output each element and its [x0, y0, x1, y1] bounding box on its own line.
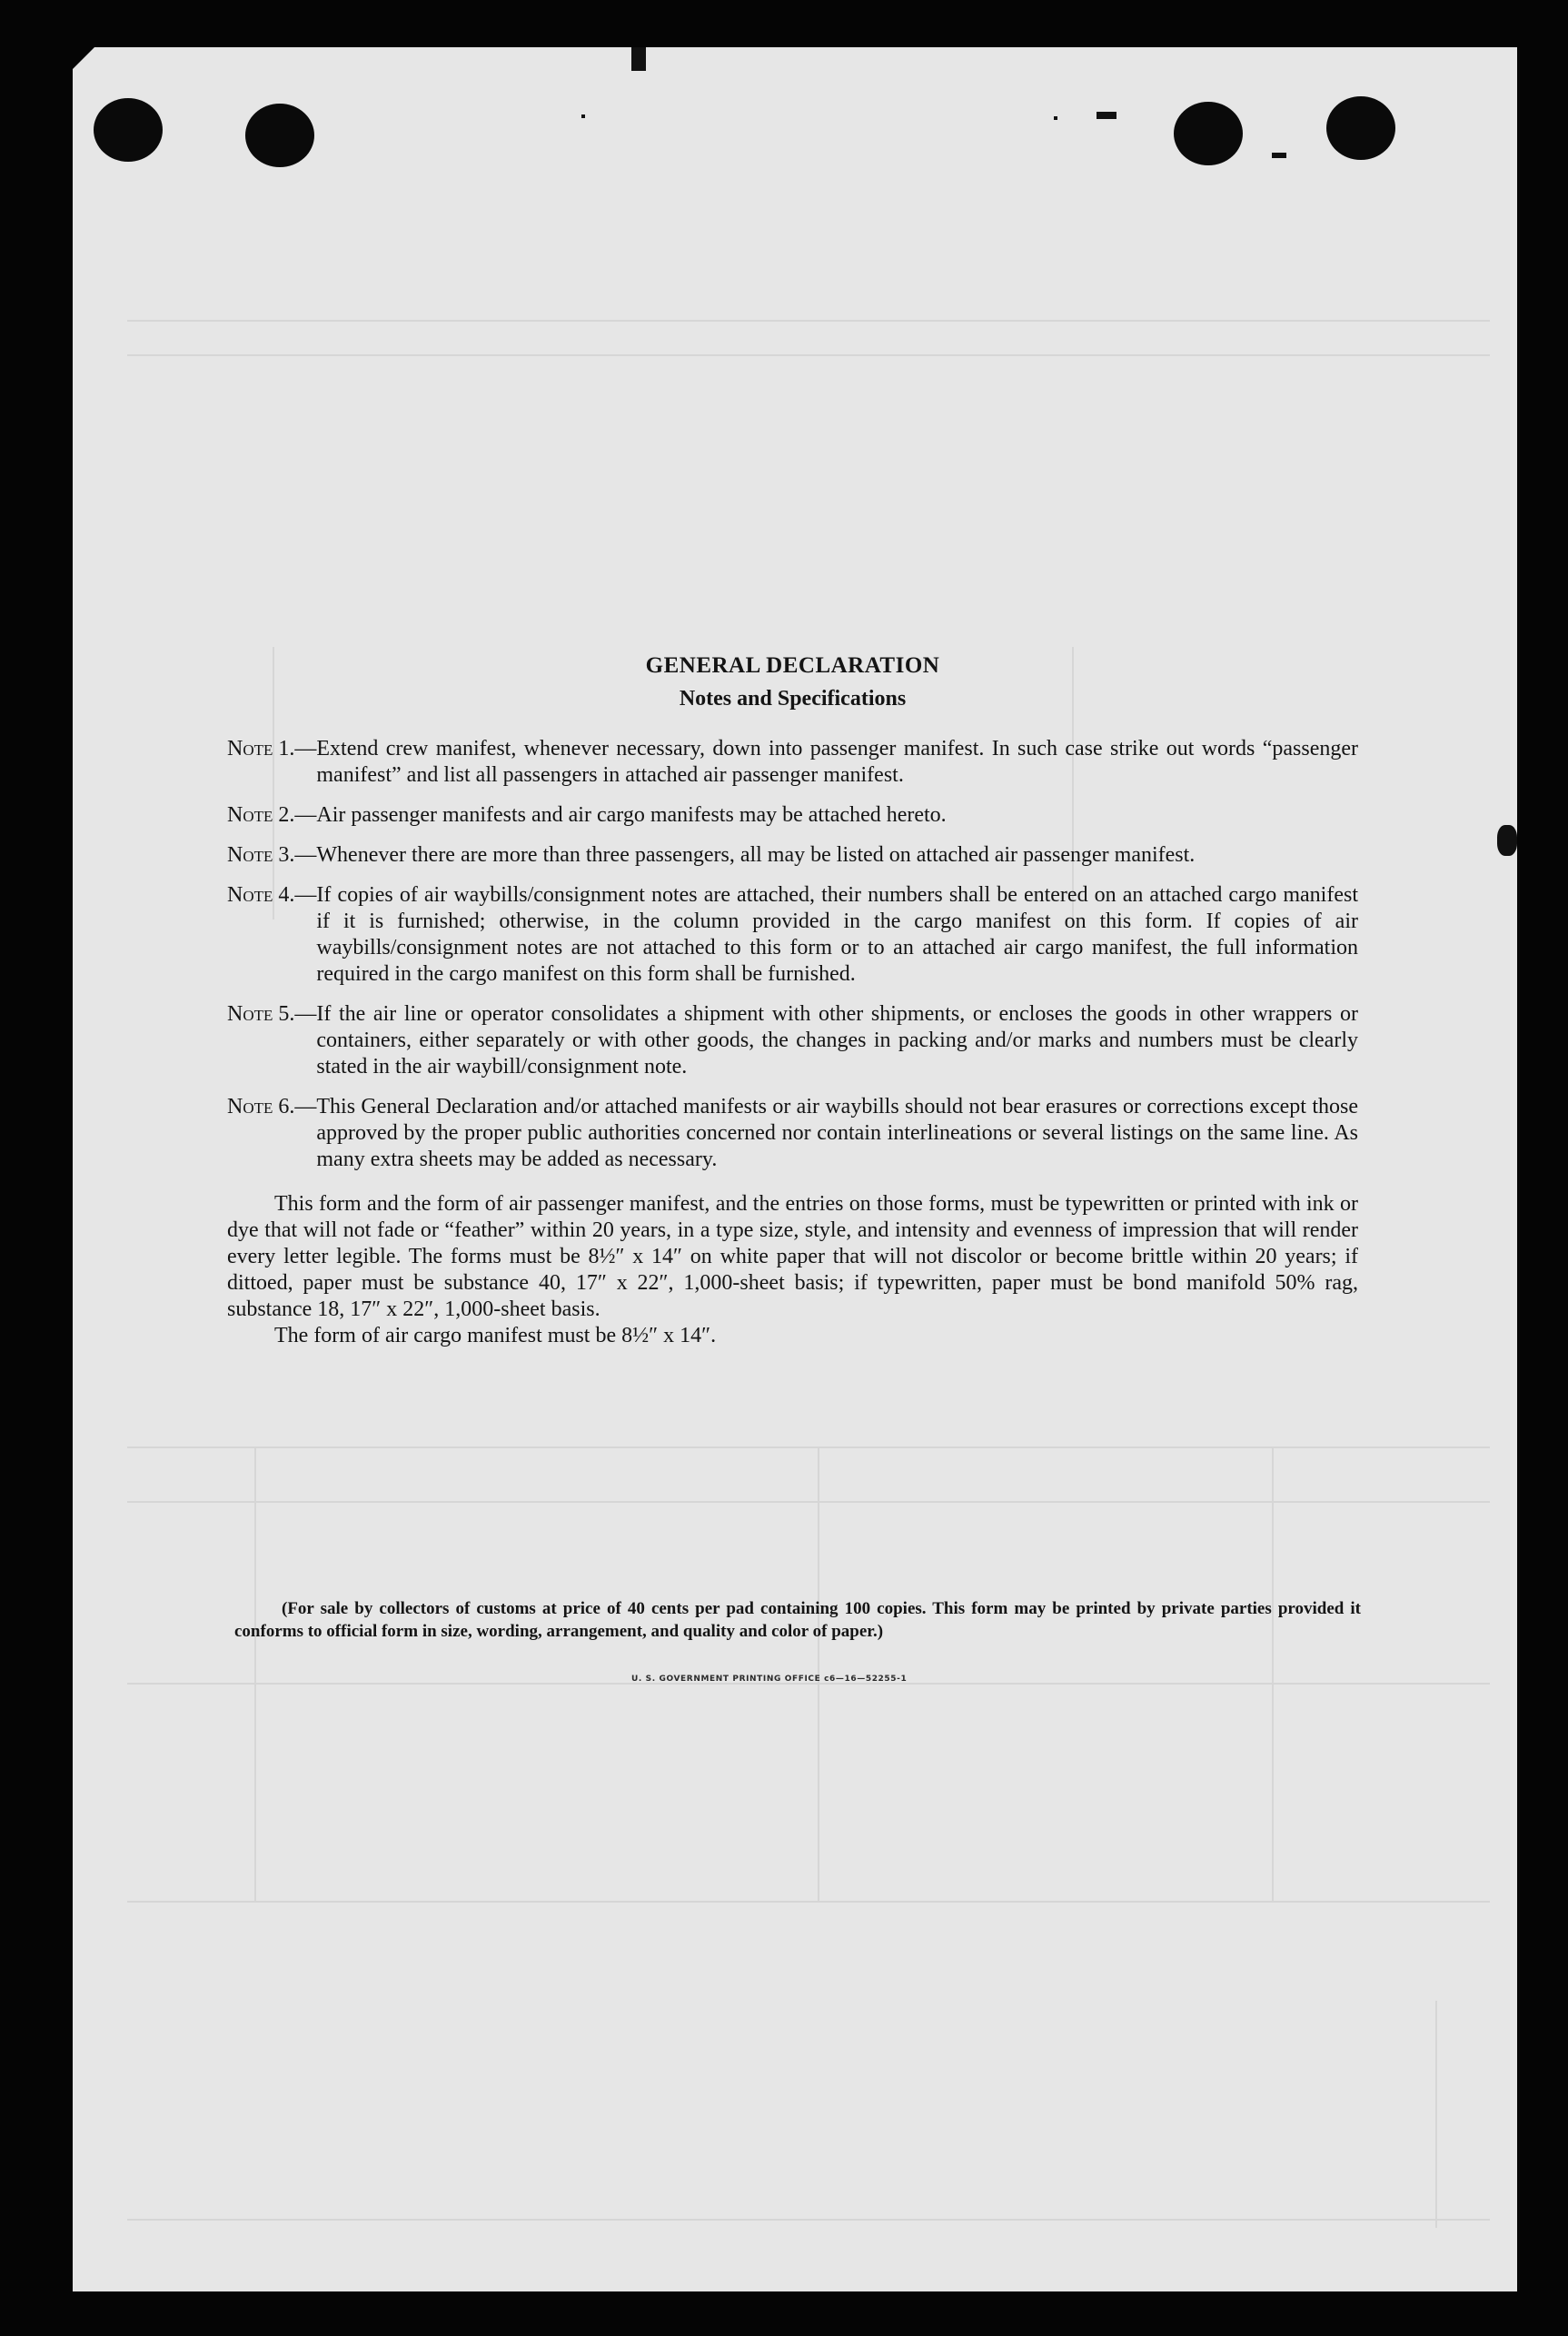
note-label: Note 2.: [227, 803, 295, 827]
scan-speck: [1054, 116, 1057, 120]
bleed-through-rule: [127, 1446, 1490, 1448]
note-dash: —: [294, 883, 317, 907]
scan-speck: [1272, 153, 1286, 158]
note-6: [227, 1094, 1358, 1173]
bleed-through-rule: [1435, 2001, 1437, 2228]
bleed-through-rule: [127, 1501, 1490, 1503]
bleed-through-rule: [127, 354, 1490, 356]
note-label: Note 4.: [227, 883, 295, 907]
bleed-through-rule: [127, 2219, 1490, 2221]
note-3: [227, 842, 1358, 869]
note-4: [227, 882, 1358, 988]
note-dash: —: [294, 1095, 317, 1118]
note-text: If copies of air waybills/consignment notes are attached, their numbers shall be entered on an attached cargo manifest if it is furnished; otherwise, in the column provided in the cargo manifest on this form. If copies of air waybills/consignment notes are not attached to this form or to an attached air cargo manifest, the full information required in the cargo manifest on this form shall be furnished.: [316, 883, 1358, 986]
note-1: [227, 736, 1358, 789]
punch-hole: [1326, 96, 1395, 160]
punch-hole: [94, 98, 163, 162]
note-dash: —: [294, 803, 317, 827]
scan-speck: [1097, 112, 1116, 119]
note-label: Note 6.: [227, 1095, 295, 1118]
bleed-through-rule: [818, 1446, 819, 1901]
form-specification-paragraph: This form and the form of air passenger manifest, and the entries on those forms, must be typewritten or printed with ink or dye that will not fade or “feather” within 20 years, in a type size, style, and intensity and evenness of impression that will render every letter legible. The forms must be 8½″ x 14″ on white paper that will not discolor or become brittle within 20 years; if dittoed, paper must be substance 40, 17″ x 22″, 1,000-sheet basis; if typewritten, paper must be bond manifold 50% rag, substance 18, 17″ x 22″, 1,000-sheet basis.: [227, 1192, 1358, 1321]
note-text: Whenever there are more than three passengers, all may be listed on attached air passenger manifest.: [316, 843, 1196, 867]
bleed-through-rule: [254, 1446, 256, 1901]
note-2: [227, 802, 1358, 829]
scan-speck: [631, 47, 646, 71]
printer-line: U. S. GOVERNMENT PRINTING OFFICE c6—16—52255-1: [631, 1675, 908, 1684]
document-title: GENERAL DECLARATION: [645, 653, 940, 678]
bleed-through-rule: [127, 320, 1490, 322]
note-5: [227, 1001, 1358, 1080]
bleed-through-rule: [127, 1901, 1490, 1903]
sale-notice: (For sale by collectors of customs at price of 40 cents per pad containing 100 copies. This form may be printed by private parties provided it conforms to official form in size, wording, arrangement, and quality and color of paper.): [234, 1599, 1361, 1641]
punch-hole: [245, 104, 314, 167]
note-label: Note 1.: [227, 737, 295, 760]
note-text: Air passenger manifests and air cargo manifests may be attached hereto.: [316, 803, 947, 827]
document-subtitle: Notes and Specifications: [679, 687, 907, 711]
note-dash: —: [294, 737, 317, 760]
notes-section: [227, 652, 1358, 1349]
note-label: Note 3.: [227, 843, 295, 867]
bleed-through-rule: [1272, 1446, 1274, 1901]
cargo-manifest-size-paragraph: The form of air cargo manifest must be 8½″ x 14″.: [274, 1324, 717, 1347]
note-text: This General Declaration and/or attached manifests or air waybills should not bear erasures or corrections except those approved by the proper public authorities concerned nor contain interlineations or several listings on the same line. As many extra sheets may be added as necessary.: [316, 1095, 1358, 1171]
note-label: Note 5.: [227, 1002, 295, 1026]
note-dash: —: [294, 1002, 317, 1026]
note-text: If the air line or operator consolidates a shipment with other shipments, or encloses the goods in other wrappers or containers, either separately or with other goods, the changes in packing and/or marks and numbers must be clearly stated in the air waybill/consignment note.: [316, 1002, 1358, 1079]
note-text: Extend crew manifest, whenever necessary, down into passenger manifest. In such case strike out words “passenger manifest” and list all passengers in attached air passenger manifest.: [316, 737, 1358, 787]
scan-speck: [581, 114, 585, 118]
scan-speck: [1497, 825, 1517, 856]
note-dash: —: [294, 843, 317, 867]
punch-hole: [1174, 102, 1243, 165]
